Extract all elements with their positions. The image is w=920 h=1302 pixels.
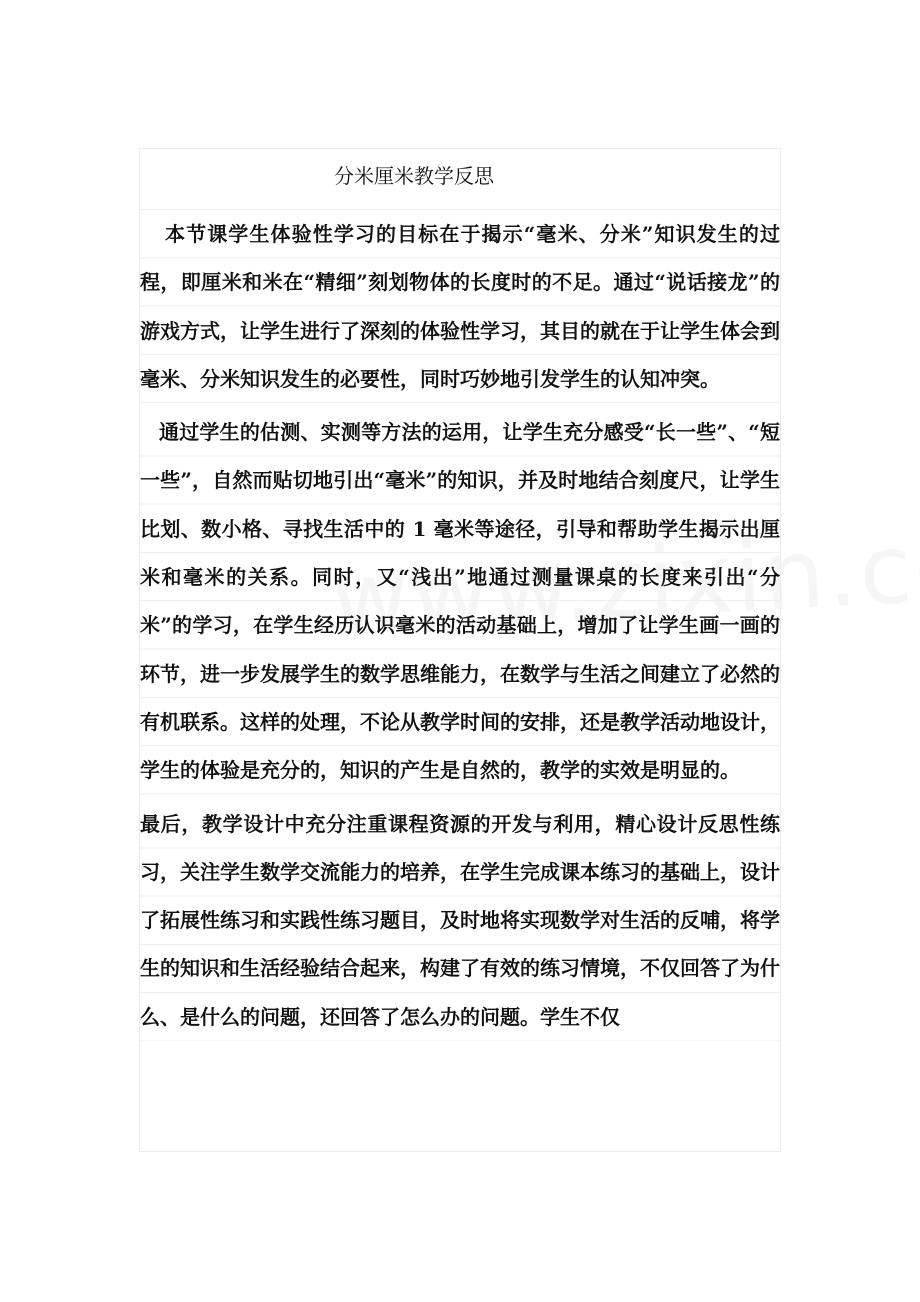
document-title: 分米厘米教学反思 <box>140 149 780 210</box>
paragraph-2: 通过学生的估测、实测等方法的运用，让学生充分感受“长一些”、“短一些”，自然而贴切地引出“毫米”的知识，并及时地结合刻度尺，让学生比划、数小格、寻找生活中的 1 毫米等途径，引导和帮助学生揭示出厘米和毫米的关系。同时，又“浅出”地通过测量课桌的长度来引出“分米”的学习，在学生经历认识毫米的活动基础上，增加了让学生画一画的环节，进一步发展学生的数学思维能力，在数学与生活之间建立了必然的有机联系。这样的处理，不论从教学时间的安排，还是教学活动地设计，学生的体验是充分的，知识的产生是自然的，教学的实效是明显的。 <box>140 408 780 794</box>
paragraph-1: 本节课学生体验性学习的目标在于揭示“毫米、分米”知识发生的过程，即厘米和米在“精细”刻划物体的长度时的不足。通过“说话接龙”的游戏方式，让学生进行了深刻的体验性学习，其目的就在于让学生体会到毫米、分米知识发生的必要性，同时巧妙地引发学生的认知冲突。 <box>140 210 780 403</box>
paragraph-3: 最后，教学设计中充分注重课程资源的开发与利用，精心设计反思性练习，关注学生数学交流能力的培养，在学生完成课本练习的基础上，设计了拓展性练习和实践性练习题目，及时地将实现数学对生活的反哺，将学生的知识和生活经验结合起来，构建了有效的练习情境，不仅回答了为什么、是什么的问题，还回答了怎么办的问题。学生不仅 <box>140 800 780 1041</box>
document-page <box>139 148 781 1152</box>
